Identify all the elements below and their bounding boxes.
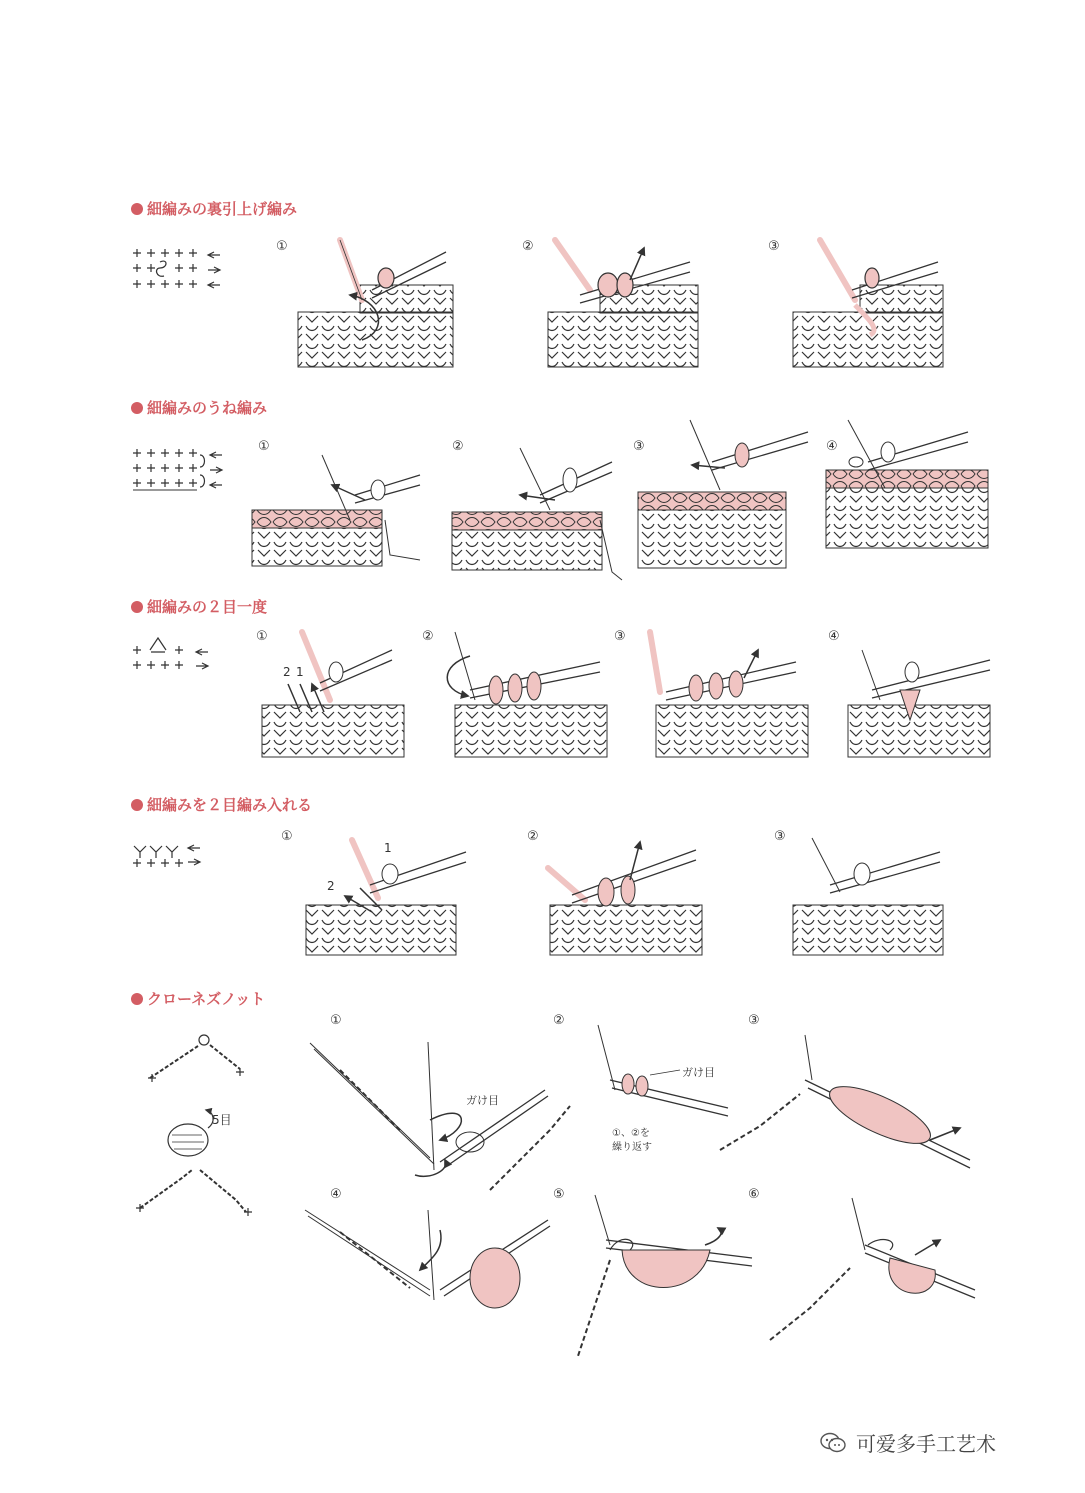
wrap-count-label: 5目 bbox=[212, 1113, 232, 1127]
step-label: ② bbox=[452, 439, 464, 454]
symbol-chart-3 bbox=[133, 638, 208, 669]
section-title-text: 細編みを２目編み入れる bbox=[147, 796, 313, 814]
step-label: ① bbox=[276, 239, 288, 254]
step-label: ① bbox=[258, 439, 270, 454]
step-illustration bbox=[298, 240, 453, 367]
step-illustration bbox=[310, 1042, 548, 1176]
step-label: ③ bbox=[748, 1013, 760, 1028]
repeat-note-label: ①、②を bbox=[612, 1128, 650, 1139]
step-illustration bbox=[548, 240, 698, 367]
section-title-text: 細編みの裏引上げ編み bbox=[147, 200, 298, 218]
step-illustration bbox=[793, 240, 943, 367]
step-label: ③ bbox=[633, 439, 645, 454]
step-illustration bbox=[793, 838, 943, 955]
step-illustration bbox=[770, 1198, 975, 1340]
step-illustration bbox=[490, 1025, 728, 1190]
symbol-chart-2 bbox=[133, 449, 222, 490]
step-illustration bbox=[262, 632, 404, 757]
step-label: ② bbox=[527, 829, 539, 844]
insert-label: 1 bbox=[384, 841, 392, 855]
wechat-icon bbox=[820, 1432, 846, 1454]
section-title-text: 細編みのうね編み bbox=[147, 399, 268, 417]
pull-label: 1 bbox=[296, 665, 304, 679]
step-illustration bbox=[720, 1035, 970, 1168]
step-label: ① bbox=[256, 629, 268, 644]
symbol-chart-5 bbox=[136, 1035, 252, 1216]
step-label: ④ bbox=[826, 439, 838, 454]
section-title-text: 細編みの２目一度 bbox=[147, 598, 268, 616]
pull-label: 2 bbox=[283, 665, 291, 679]
yarn-over-label: ガけ目 bbox=[682, 1066, 715, 1079]
step-label: ④ bbox=[330, 1187, 342, 1202]
section-title-text: クローネズノット bbox=[147, 990, 266, 1008]
step-illustration bbox=[650, 632, 808, 757]
step-illustration bbox=[452, 448, 622, 580]
step-illustration bbox=[252, 455, 420, 566]
yarn-over-label: ガけ目 bbox=[466, 1094, 499, 1107]
watermark-text: 可爱多手工艺术 bbox=[856, 1432, 996, 1456]
step-label: ① bbox=[281, 829, 293, 844]
step-label: ④ bbox=[828, 629, 840, 644]
step-label: ⑥ bbox=[748, 1187, 760, 1202]
step-label: ⑤ bbox=[553, 1187, 565, 1202]
step-illustration bbox=[306, 840, 466, 955]
insert-label: 2 bbox=[327, 879, 335, 893]
step-label: ③ bbox=[774, 829, 786, 844]
step-illustration bbox=[826, 420, 988, 548]
step-label: ③ bbox=[614, 629, 626, 644]
step-illustration bbox=[638, 420, 808, 568]
step-label: ③ bbox=[768, 239, 780, 254]
step-label: ① bbox=[330, 1013, 342, 1028]
step-illustration bbox=[578, 1195, 752, 1356]
step-label: ② bbox=[553, 1013, 565, 1028]
step-illustration bbox=[848, 650, 990, 757]
symbol-chart-4 bbox=[133, 845, 200, 867]
step-illustration bbox=[447, 632, 607, 757]
repeat-note-label: 繰り返す bbox=[612, 1142, 652, 1153]
symbol-chart-1 bbox=[133, 249, 220, 288]
step-label: ② bbox=[522, 239, 534, 254]
watermark bbox=[820, 1428, 996, 1457]
step-illustration bbox=[305, 1210, 550, 1308]
step-illustration bbox=[548, 842, 702, 955]
step-label: ② bbox=[422, 629, 434, 644]
